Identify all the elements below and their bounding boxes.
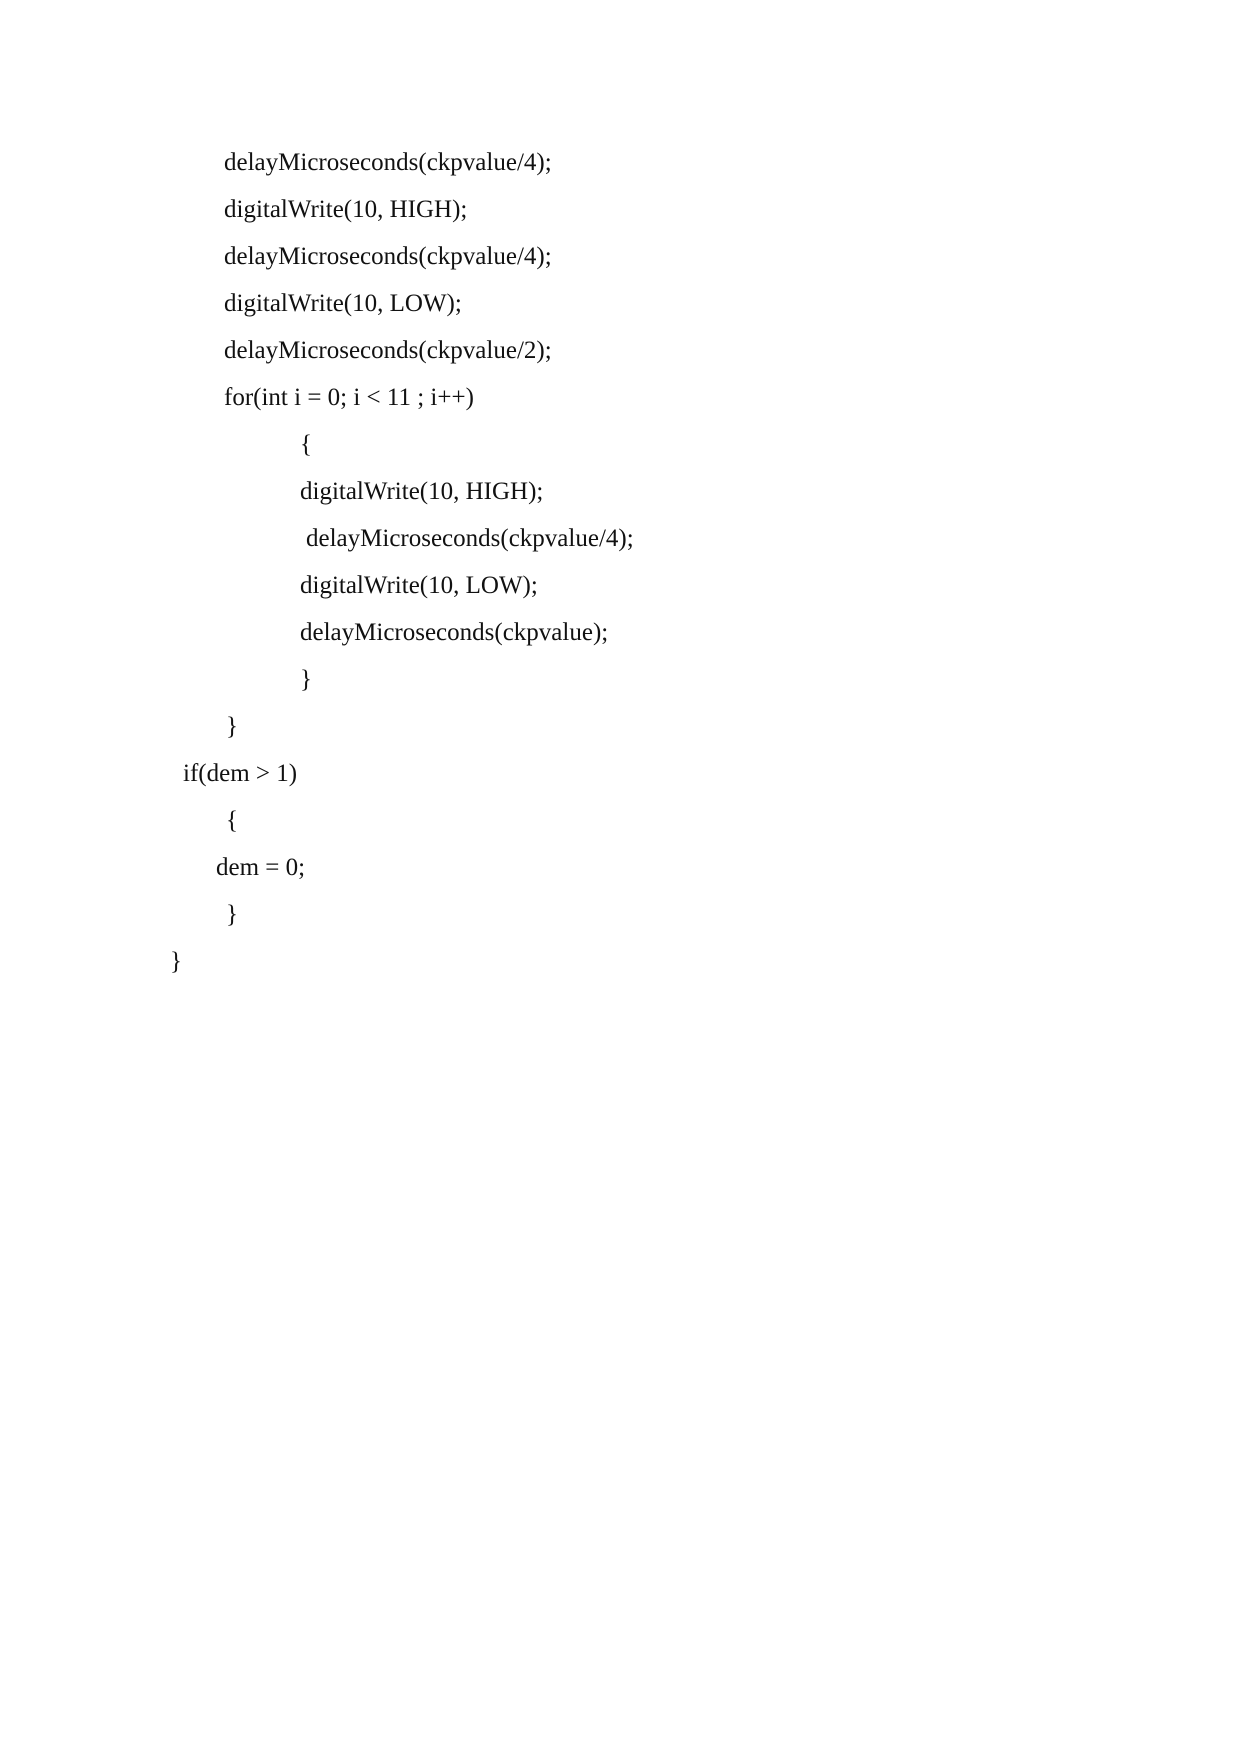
code-line: if(dem > 1): [183, 760, 298, 787]
code-line: delayMicroseconds(ckpvalue/4);: [224, 149, 552, 176]
code-line: }: [226, 713, 238, 740]
code-line: delayMicroseconds(ckpvalue/4);: [306, 525, 634, 552]
code-line: digitalWrite(10, HIGH);: [224, 196, 468, 223]
code-line: dem = 0;: [216, 854, 306, 881]
code-line: }: [170, 948, 182, 975]
code-line: digitalWrite(10, LOW);: [224, 290, 462, 317]
code-line: }: [300, 666, 312, 693]
code-line: delayMicroseconds(ckpvalue/2);: [224, 337, 552, 364]
code-line: for(int i = 0; i < 11 ; i++): [224, 384, 474, 411]
code-line: }: [226, 901, 238, 928]
code-line: {: [300, 431, 312, 458]
code-line: {: [226, 807, 238, 834]
code-line: digitalWrite(10, LOW);: [300, 572, 538, 599]
code-line: digitalWrite(10, HIGH);: [300, 478, 544, 505]
code-line: delayMicroseconds(ckpvalue/4);: [224, 243, 552, 270]
code-line: delayMicroseconds(ckpvalue);: [300, 619, 609, 646]
